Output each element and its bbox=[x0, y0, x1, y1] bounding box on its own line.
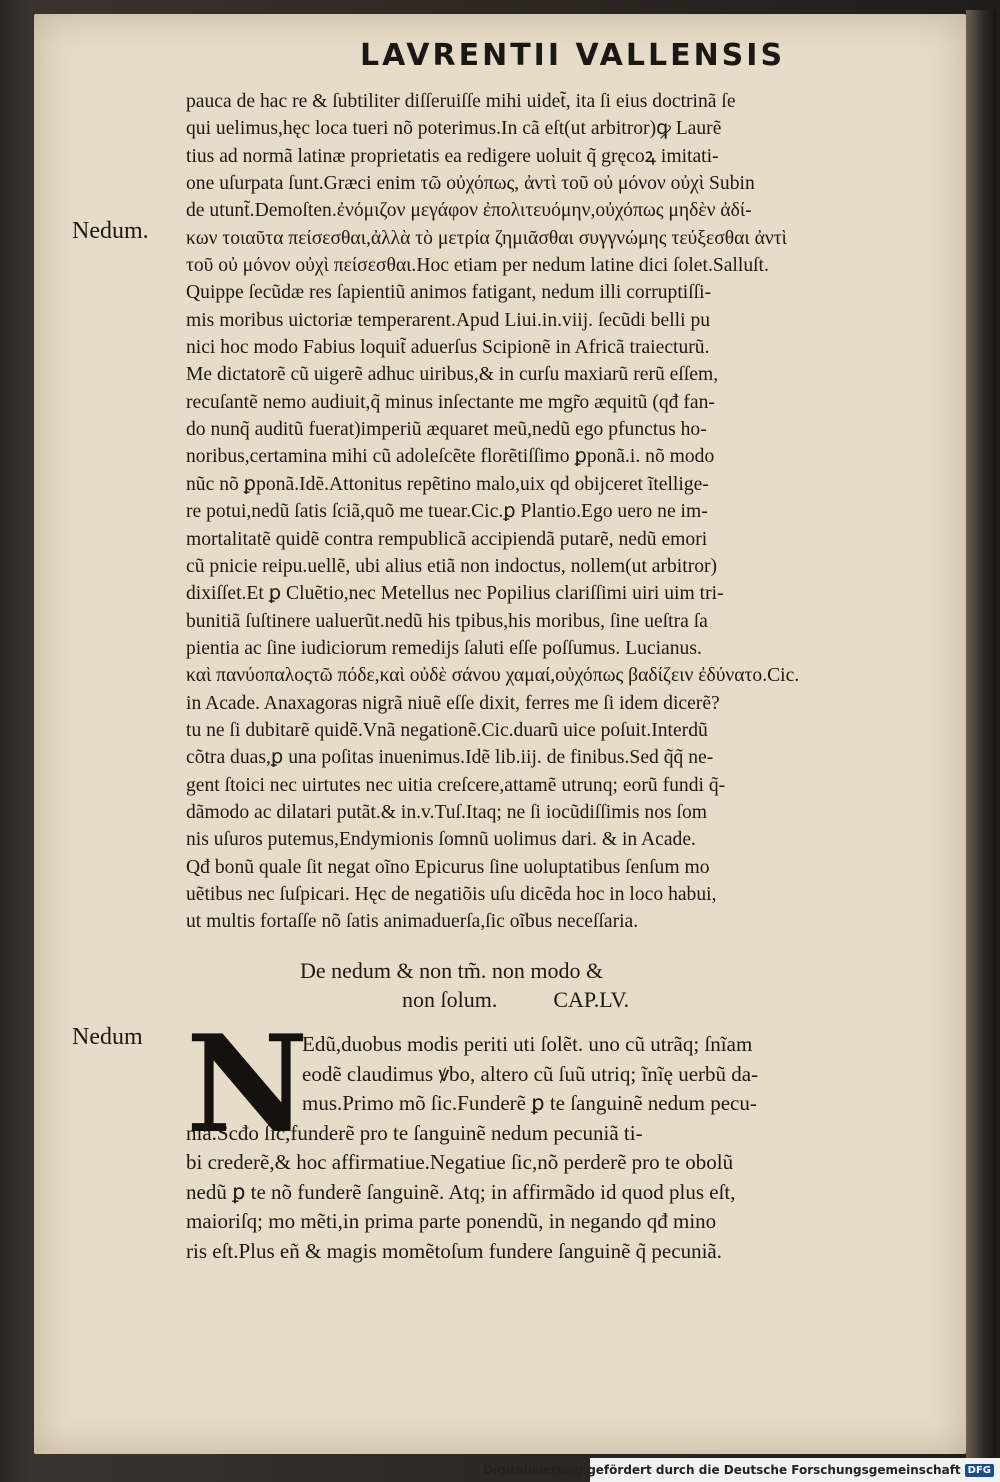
text-line: de utunt̃.Demoſten.ἐνόμιζον μεγάφον ἐπολιτευόμην,οὐχόπως μηδὲν ἀδί- bbox=[186, 200, 752, 222]
text-line: cũ pnicie reipu.uellẽ, ubi alius etiã non indoctus, nollem(ut arbitror) bbox=[186, 555, 718, 577]
chapter-text bbox=[186, 1030, 946, 1266]
chapter-line: Edũ,duobus modis periti uti ſolẽt. uno cũ utrãq; ſnĩam bbox=[302, 1032, 753, 1056]
text-line: re potui,nedũ ſatis ſciã,quõ me tuear.Cic.ꝑ Plantio.Ego uero ne im- bbox=[186, 501, 708, 523]
text-line: mortalitatẽ quidẽ contra rempublicã accipiendã putarẽ, nedũ emori bbox=[186, 528, 708, 550]
margin-note-nedum-chapter: Nedum bbox=[72, 1024, 143, 1050]
text-line: bunitiã ſuſtinere ualuerũt.nedũ his tpibus,his moribus, ſine ueſtra ſa bbox=[186, 610, 708, 632]
text-line: dãmodo ac dilatari putãt.& in.v.Tuſ.Itaq; ne ſi iocũdiſſimis nos ſom bbox=[186, 801, 707, 823]
chapter-title-line-1: De nedum & non tm̃. non modo & bbox=[300, 958, 604, 983]
page-edge bbox=[966, 10, 996, 1460]
text-line: tu ne ſi dubitarẽ quidẽ.Vnã negationẽ.Cic.duarũ uice poſuit.Interdũ bbox=[186, 719, 708, 741]
digitization-footer bbox=[483, 1458, 1000, 1482]
running-head: LAVRENTII VALLENSIS bbox=[360, 38, 786, 73]
text-line: dixiſſet.Et ꝑ Cluẽtio,nec Metellus nec Popilius clariſſimi uiri uim tri- bbox=[186, 583, 724, 605]
text-line: Quippe ſecũdæ res ſapientiũ animos fatigant, nedum illi corruptiſſi- bbox=[186, 282, 712, 304]
body-text bbox=[186, 88, 946, 936]
text-line: cõtra duas,ꝑ una poſitas inuenimus.Idẽ lib.iij. de finibus.Sed q̃q̃ ne- bbox=[186, 747, 714, 769]
text-line: gent ſtoici nec uirtutes nec uitia creſcere,attamẽ utrunq; eorũ fundi q̃- bbox=[186, 774, 726, 796]
text-line: κων τοιαῦτα πείσεσθαι,ἀλλὰ τὸ μετρία ζημιᾶσθαι συγγνώμης τεύξεσθαι ἀντὶ bbox=[186, 227, 787, 249]
chapter-line: eodẽ claudimus ꝟbo, altero cũ ſuũ utriq; ĩnĩę uerbũ da- bbox=[302, 1061, 759, 1086]
text-line: do nunq̃ auditũ fuerat)imperiũ æquaret meũ,nedũ ego pfunctus ho- bbox=[186, 419, 707, 441]
text-line: pientia ac ſine iudiciorum remedijs ſaluti eſſe poſſumus. Lucianus. bbox=[186, 637, 702, 659]
chapter-line: nedũ ꝑ te nõ funderẽ ſanguinẽ. Atq; in affirmãdo id quod plus eſt, bbox=[186, 1179, 736, 1204]
text-line: nici hoc modo Fabius loquit̃ aduerſus Scipionẽ in Africã traiecturũ. bbox=[186, 337, 710, 359]
text-line: tius ad normã latinæ proprietatis ea redigere uoluit q̃ gręcoꝝ imitati- bbox=[186, 145, 719, 167]
chapter-line: ris eſt.Plus eñ & magis momẽtoſum fundere ſanguinẽ q̃ pecuniã. bbox=[186, 1238, 722, 1263]
text-line: noribus,certamina mihi cũ adoleſcẽte florẽtiſſimo ꝑponã.i. nõ modo bbox=[186, 446, 715, 468]
text-line: uẽtibus nec ſuſpicari. Hęc de negatiõis uſu dicẽda hoc in loco habui, bbox=[186, 883, 717, 905]
text-line: Qđ bonũ quale ſit negat oĩno Epicurus ſine uoluptatibus ſenſum mo bbox=[186, 856, 710, 878]
text-line: Me dictatorẽ cũ uigerẽ adhuc uiribus,& in curſu maxiarũ rerũ eſſem, bbox=[186, 364, 719, 386]
margin-note-nedum: Nedum. bbox=[72, 218, 149, 244]
text-line: qui uelimus,hęc loca tueri nõ poterimus.In cã eſt(ut arbitror)ꝙ Laurẽ bbox=[186, 118, 722, 140]
chapter-line: bi crederẽ,& hoc affirmatiue.Negatiue ſic,nõ perderẽ pro te obolũ bbox=[186, 1150, 734, 1174]
drop-cap: N bbox=[186, 1005, 309, 1163]
chapter-line: niã.Scđo ſic,funderẽ pro te ſanguinẽ nedum pecuniã ti- bbox=[186, 1120, 643, 1145]
text-line: καὶ πανύοπαλοςτῶ πόδε,καὶ οὐδὲ σάνου χαμαί,οὐχόπως βαδίζειν ἐδύνατο.Cic. bbox=[186, 665, 800, 687]
text-line: pauca de hac re & ſubtiliter diſſeruiſſe mihi uidet̃, ita ſi eius doctrinã ſe bbox=[186, 91, 736, 112]
dfg-logo-icon: DFG bbox=[965, 1464, 994, 1477]
text-line: nis uſuros putemus,Endymionis ſomnũ uolimus dari. & in Acade. bbox=[186, 829, 696, 851]
text-line: mis moribus uictoriæ temperarent.Apud Liui.in.viij. ſecũdi belli pu bbox=[186, 309, 711, 331]
text-line: one uſurpata ſunt.Græci enim τῶ οὐχόπως, ἀντὶ τοῦ οὐ μόνον οὐχὶ Subin bbox=[186, 173, 755, 195]
chapter-number: CAP.LV. bbox=[553, 987, 630, 1012]
chapter-line: mus.Primo mõ ſic.Funderẽ ꝑ te ſanguinẽ nedum pecu- bbox=[302, 1091, 757, 1115]
footer-credit: Digitalisierung gefördert durch die Deutsche Forschungsgemeinschaft bbox=[483, 1463, 961, 1477]
text-line: recuſantẽ nemo audiuit,q̃ minus inſectante me mgr̃o æquitũ (qđ fan- bbox=[186, 391, 715, 413]
chapter-title-line-2-wrap bbox=[300, 985, 860, 1014]
chapter-title-line-2: non ſolum. bbox=[402, 987, 498, 1012]
text-line: ut multis fortaſſe nõ ſatis animaduerſa,ſic oĩbus neceſſaria. bbox=[186, 911, 639, 933]
chapter-line: maioriſq; mo mẽti,in prima parte ponendũ, in negando qđ mino bbox=[186, 1209, 717, 1233]
chapter-heading bbox=[300, 956, 860, 1014]
text-line: in Acade. Anaxagoras nigrã niuẽ eſſe dixit, ferres me ſi idem dicerẽ? bbox=[186, 692, 720, 714]
text-line: nũc nõ ꝑponã.Idẽ.Attonitus repẽtino malo,uix qd obijceret ĩtellige- bbox=[186, 473, 709, 495]
text-line: τοῦ οὐ μόνον οὐχὶ πείσεσθαι.Hoc etiam per nedum latine dici ſolet.Salluſt. bbox=[186, 255, 769, 277]
